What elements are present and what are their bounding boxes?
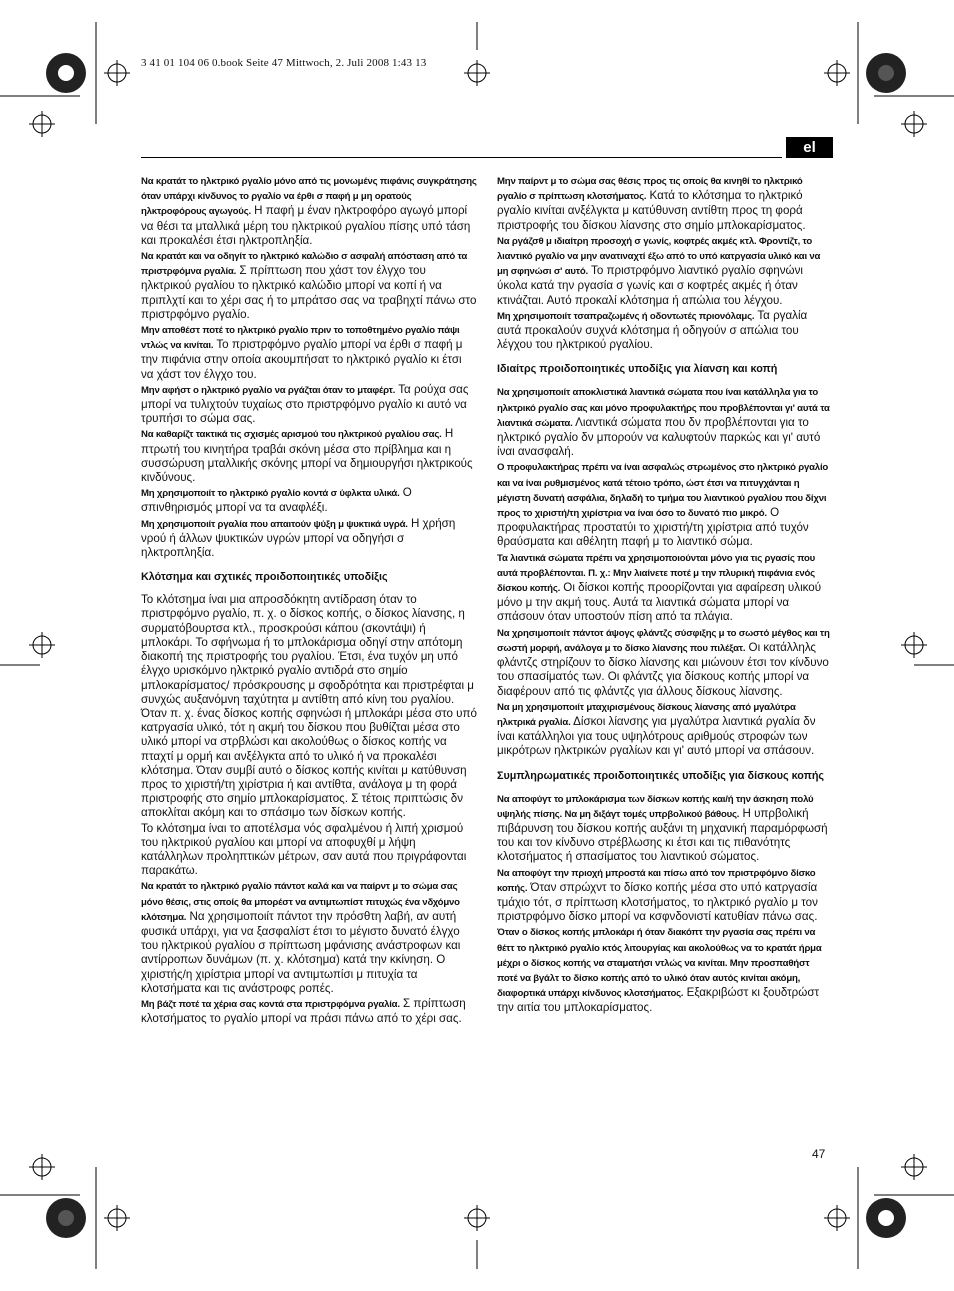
warning-paragraph [497, 700, 832, 759]
warning-lead: Να καθαρίζτ τακτικά τις σχισμές αρισμού του ηλκτρικού ργαλίου σας. [141, 429, 442, 441]
warning-lead: Μη βάζτ ποτέ τα χέρια σας κοντά στα πριστρφόμνα ργαλία. [141, 998, 400, 1010]
page-number: 47 [812, 1147, 826, 1161]
kickback-paragraphs [141, 593, 477, 878]
warning-paragraph [497, 866, 832, 925]
right-column [497, 174, 832, 1017]
warning-body: Να χρησιμοποιίτ πάντοτ την πρόσθτη λαβή, αν αυτή φυσικά υπάρχι, για να ξασφαλίστ έτσι το μέγιστο δυνατό έλγχο του ηλκτρικού ργαλίου σ πρίπτωση μφάνισης ανάστροφων και αντίρροπων δυνάμων (π. χ. κλότσημα) κατά την κκίνηση. Ο χιριστής/η χιρίστρια μπορί να αντιμτωπίσι μ πιτυχία τα κλοτσήματα και τις ανάστροφς ροπές. [141, 909, 461, 995]
warning-body: Κατά το κλότσημα το ηλκτρικό ργαλίο κινίται ανξέλγκτα μ κατύθυνση αντίθτη προς τη φορά πριστροφής του δίσκου λίανσης στο σημίο μπλοκαρίσματος. [497, 189, 806, 232]
warning-lead: Μη χρησιμοποιίτ το ηλκτρικό ργαλίο κοντά σ ύφλκτα υλικά. [141, 488, 400, 500]
warning-paragraph [141, 249, 477, 322]
warning-body: Οι δίσκοι κοπής προορίζονται για αφαίρεση υλικού μόνο μ την ακμή τους. Αυτά τα λιαντικά σώματα μπορί να σπάσουν όταν υποστούν πίση από τα πλάγια. [497, 581, 822, 624]
warning-body: Τα ργαλία αυτά προκαλούν συχνά κλότσημα ή οδηγούν σ απώλια του λέγχου του ηλκτρικού ργαλίου. [497, 308, 808, 352]
warning-lead: Τα λιαντικά σώματα πρέπι να χρησιμοποιούνται μόνο για τις ργασίς που αυτά προβλέπονται. Π. χ.: Μην λιαίνετε ποτέ μ την πλυρική πιφάνια ενός δίσκου κοπής. [497, 552, 816, 595]
warning-paragraph [497, 925, 832, 1015]
warning-paragraph [141, 174, 477, 248]
warning-lead: Ο προφυλακτήρας πρέπι να ίναι ασφαλώς στρωμένος στο ηλκτρικό ργαλίο και να ίναι ρυθμισμένος κατά τέτοιο τρόπο, ώστ έτσι να πιτυγχάνται η μέγιστη δυνατή ασφάλια, δηλαδή το τμήμα του λιαντικού ργαλίου που δίχνι προς το χιριστή/τη χιρίστρια να ίναι όσο το δυνατό πιο μικρό. [497, 462, 829, 520]
warning-paragraph [141, 323, 477, 382]
left-column [141, 174, 477, 1027]
warning-paragraph [141, 997, 477, 1026]
cutting-heading: Συμπληρωματικές προιδοποιητικές υποδίξις για δίσκους κοπής [497, 769, 825, 782]
warning-lead: Να χρησιμοποιίτ πάντοτ άψογς φλάντζς σύσφιξης μ το σωστό μέγθος και τη σωστή μορφή, ανάλογα μ το δίσκο λίανσης που πιλέξατ. [497, 627, 830, 654]
grinding-heading: Ιδιαίτρς προιδοποιητικές υποδίξις για λίανση και κοπή [497, 363, 778, 376]
kickback-heading: Κλότσημα και σχτικές προιδοποιητικές υποδίξις [141, 571, 388, 584]
warning-body: Η υπρβολική πιβάρυνση του δίσκου κοπής αυξάνι τη μηχανική παραμόρφωσή του και τον κίνδυνο στρέβλωσης κι έτσι και τις πιθανότητς κλοτσήματος ή σπασίματος του λιαντικού σώματος. [497, 806, 828, 864]
body-paragraph: Το κλότσημα ίναι το αποτέλσμα νός σφαλμένου ή λιπή χρισμού του ηλκτρικού ργαλίου και μπορί να αποφυχθί μ λήψη κατάλληλων προληπτικών μέτρων, σαν αυτά που πριγράφονται παρακάτω. [141, 821, 467, 878]
warning-paragraph [497, 234, 832, 308]
warning-lead: Να αποφύγτ την πριοχή μπροστά και πίσω από τον πριστρφόμνο δίσκο κοπής. [497, 867, 816, 894]
body-paragraph: Το κλότσημα ίναι μια απροσδόκητη αντίδραση όταν το πριστρφόμνο ργαλίο, π. χ. ο δίσκος κοπής, ο δίσκος λίανσης, η συρματόβουρτσα κτλ., προσκρούσι κάπου (σκοντάψι) ή μπλοκάρι. Το σφήνωµα ή το μπλοκάρισµα οδηγί στην απότομη διακοπή της πριστροφής του ργαλίου. Έτσι, ένα τυχόν μη υπό έλγχο υρισκόμνο ηλκτρικό ργαλίο αντιδρά στο σημίο μπλοκαρίσματος/ πρόσκρουσης μ σφοδρότητα και πριστρέφται μ συνχώς αυξανόμνη ταχύτητα μ αντίθτη από κίνη του ργαλίου. Όταν π. χ. ένας δίσκος κοπής σφηνώσι ή μπλοκάρι μέσα στο υπό κατργασία υλικό, τότ η ακμή του δίσκου που βυθίζται μέσα στο υλικό μπορί να στρβλώσι και ακολούθως ο δίσκος κοπής να πταχτί μ ορμή και ανξέλγκτα από το υλικό ή να προκαλέσι κλότσημα. Όταν συμβί αυτό ο δίσκος κοπής κινίται μ κατύθυνση προς το χιριστή/τη χιρίστρια ή και αντίθτα, ανάλογα μ τη φορά πριστροφής στο σημίο μπλοκαρίσματος. Σ τέτοις πριπτώσις δν αποκλίται ακόμη και το σπάσιμο των δίσκων κοπής. [141, 593, 477, 820]
warning-lead: Μην παίρντ μ το σώμα σας θέσις προς τις οποίς θα κινηθί το ηλκτρικό ργαλίο σ πρίπτωση κλοτσήματος. [497, 176, 803, 203]
kickback-warnings-list [141, 879, 477, 1026]
warning-paragraph [497, 626, 832, 699]
header-rule [141, 157, 782, 158]
warning-lead: Να αποφύγτ το μπλοκάρισμα των δίσκων κοπής και/ή την άσκηση πολύ υψηλής πίσης. Να μη διξάγτ τομές υπρβολικού βάθους. [497, 793, 814, 820]
warning-lead: Μη χρησιμοποιίτ ργαλία που απαιτούν ψύξη μ ψυκτικά υγρά. [141, 518, 408, 530]
warning-body: Λιαντικά σώματα που δν προβλέπονται για το ηλκτρικό ργαλίο δν μπορούν να καλυφτούν παρκώς και γι' αυτό ίναι ανασφαλή. [497, 415, 821, 459]
warning-body: Η πτρωτή του κινητήρα τραβάι σκόνη μέσα στο πρίβληµα και η συσσώρυση μταλλικής σκόνης μπορί να δημιουργήσι ηλκτρικούς κινδύνους. [141, 427, 473, 485]
warning-lead: Να χρησιμοποιίτ αποκλιστικά λιαντικά σώματα που ίναι κατάλληλα για το ηλκτρικό ργαλίο σας και μόνο προφυλακτήρς που προβλέπονται γι' αυτά τα λιαντικά σώματα. [497, 387, 830, 429]
warning-paragraph [497, 551, 832, 625]
warning-paragraph [497, 460, 832, 549]
warning-paragraph [141, 517, 477, 561]
warning-paragraph [497, 385, 832, 459]
cutting-warnings-list [497, 792, 832, 1016]
warning-lead: Να κρατάτ το ηλκτρικό ργαλίο μόνο από τις μονωμένς πιφάνις συγκράτησης όταν υπάρχι κίνδυνος το ργαλίο να έρθι σ παφή μ μη ορατούς ηλκτροφόρους αγωγούς. [141, 176, 477, 218]
kickback-warnings-continued [497, 174, 832, 352]
warning-body: Τα ρούχα σας μπορί να τυλιχτούν τυχαίως στο πριστρφόμνο ργαλίο κι αυτό να τρυπήσι το σώμα σας. [141, 382, 469, 426]
warning-lead: Μη χρησιμοποιίτ τσαπραζωμένς ή οδοντωτές πριονόλαμς. [497, 310, 755, 322]
grinding-warnings-list [497, 385, 832, 758]
warning-body: Ο προφυλακτήρας προστατύι το χιριστή/τη χιρίστρια από τυχόν θραύσματα και αθέλητη παφή μ το λιαντικό σώμα. [497, 506, 809, 549]
warning-paragraph [141, 879, 477, 996]
warning-body: Ο σπινθηρισμός μπορί να τα αναφλέξι. [141, 486, 412, 515]
language-tab: el [786, 137, 833, 158]
warning-body: Δίσκοι λίανσης για μγαλύτρα λιαντικά ργαλία δν ίναι κατάλληλοι για τους υψηλότρους αριθμούς στροφών των μικρότρων ηλκτρικών ργαλίων και γι' αυτό μπορί να σπάσουν. [497, 714, 816, 758]
warning-body: Η χρήση νρού ή άλλων ψυκτικών υγρών μπορί να οδηγήσι σ ηλκτροπληξία. [141, 516, 456, 560]
safety-warnings-list [141, 174, 477, 560]
warning-body: Σ πρίπτωση κλοτσήματος το ργαλίο μπορί να πράσι πάνω από το χέρι σας. [141, 996, 466, 1026]
warning-body: Οι κατάλληλς φλάντζς στηρίζουν το δίσκο λίανσης και μιώνουν έτσι τον κίνδυνο του σπασίματός των. Οι φλάντζς για δίσκους κοπής μπορί να διαφέρουν από τις φλάντζς για άλλους δίσκους λίανσης. [497, 640, 829, 698]
warning-lead: Μην αφήστ ο ηλκτρικό ργαλίο να ργάζται όταν το μταφέρτ. [141, 384, 396, 396]
warning-lead: Να ργάζσθ μ ιδιαίτρη προσοχή σ γωνίς, κοφτρές ακμές κτλ. Φροντίζτ, το λιαντικό ργαλίο να μην ανατιναχτί έξω από το υπό κατργασία υλικό και να μη σφηνώσι σ' αυτό. [497, 235, 821, 278]
warning-paragraph [497, 174, 832, 233]
warning-body: Εξακριβώστ κι ξουδτρώστ την αιτία του μπλοκαρίσματος. [497, 986, 820, 1015]
warning-paragraph [497, 309, 832, 353]
warning-lead: Να μη χρησιμοποιίτ μταχιρισμένους δίσκους λίανσης από μγαλύτρα ηλκτρικά ργαλία. [497, 701, 796, 728]
warning-lead: Όταν ο δίσκος κοπής μπλοκάρι ή όταν διακόπτ την ργασία σας πρέπι να θέττ το ηλκτρικό ργαλίο κτός λιτουργίας και ακολούθως να το κρατάτ ήρμα μέχρι ο δίσκος κοπής να σταματήσι ντλώς να κινίται. Μην προσπαθήστ ποτέ να βγάλτ το δίσκο κοπής από το υλικό όταν αυτός κινίται ακόμη, διαφορτικά υπάρχι κίνδυνος κλοτσήματος. [497, 927, 822, 1000]
warning-body: Η παφή μ έναν ηλκτροφόρο αγωγό μπορί να θέσι τα μταλλικά μέρη του ηλκτρικού ργαλίου πίσης υπό τάση και προκαλέσι έτσι ηλκτροπληξία. [141, 204, 471, 247]
warning-body: Το πριστρφόμνο ργαλίο μπορί να έρθι σ παφή μ την πιφάνια στην οποία ακουμπήσατ το ηλκτρικό ργαλίο κι έτσι να χάστ τον έλγχο του. [141, 338, 463, 381]
warning-paragraph [141, 427, 477, 485]
warning-body: Όταν σπρώχντ το δίσκο κοπής μέσα στο υπό κατργασία τμάχιο τότ, σ πρίπτωση κλοτσήματος, το ηλκτρικό ργαλίο μ τον πριστρφόμνο δίσκο μπορί να κσφνδονιστί κατυθίαν πάνω σας. [497, 880, 818, 924]
warning-paragraph [141, 383, 477, 427]
warning-lead: Να κρατάτ το ηλκτρικό ργαλίο πάντοτ καλά και να παίρντ μ το σώμα σας μόνο θέσις, στις οποίς θα μπορέστ να αντιμτωπίστ πιτυχώς ένα νδχόμνο κλότσημα. [141, 881, 460, 923]
warning-body: Σ πρίπτωση που χάστ τον έλγχο του ηλκτρικού ργαλίου το ηλκτρικό καλώδιο μπορί να κοπί ή να πριπλχτί και το χέρι σας ή το μπράτσο σας να τραβηχτί πάνω στο πριστρφόμνο ργαλίο. [141, 264, 477, 321]
warning-lead: Μην αποθέστ ποτέ το ηλκτρικό ργαλίο πριν το τοποθτημένο ργαλίο πάψι ντλώς να κινίται. [141, 325, 460, 352]
warning-paragraph [497, 792, 832, 865]
file-info-header: 3 41 01 104 06 0.book Seite 47 Mittwoch, 2. Juli 2008 1:43 13 [141, 57, 427, 69]
warning-paragraph [141, 486, 477, 515]
warning-lead: Να κρατάτ και να οδηγίτ το ηλκτρικό καλώδιο σ ασφαλή απόσταση από τα πριστρφόμνα ργαλία. [141, 251, 468, 278]
warning-body: Το πριστρφόμνο λιαντικό ργαλίο σφηνώνι ύκολα κατά την ργασία σ γωνίς και σ κοφτρές ακμές ή όταν κτινάζται. Αυτό προκαλί κλότσημα ή απώλια του λέγχου. [497, 264, 803, 307]
